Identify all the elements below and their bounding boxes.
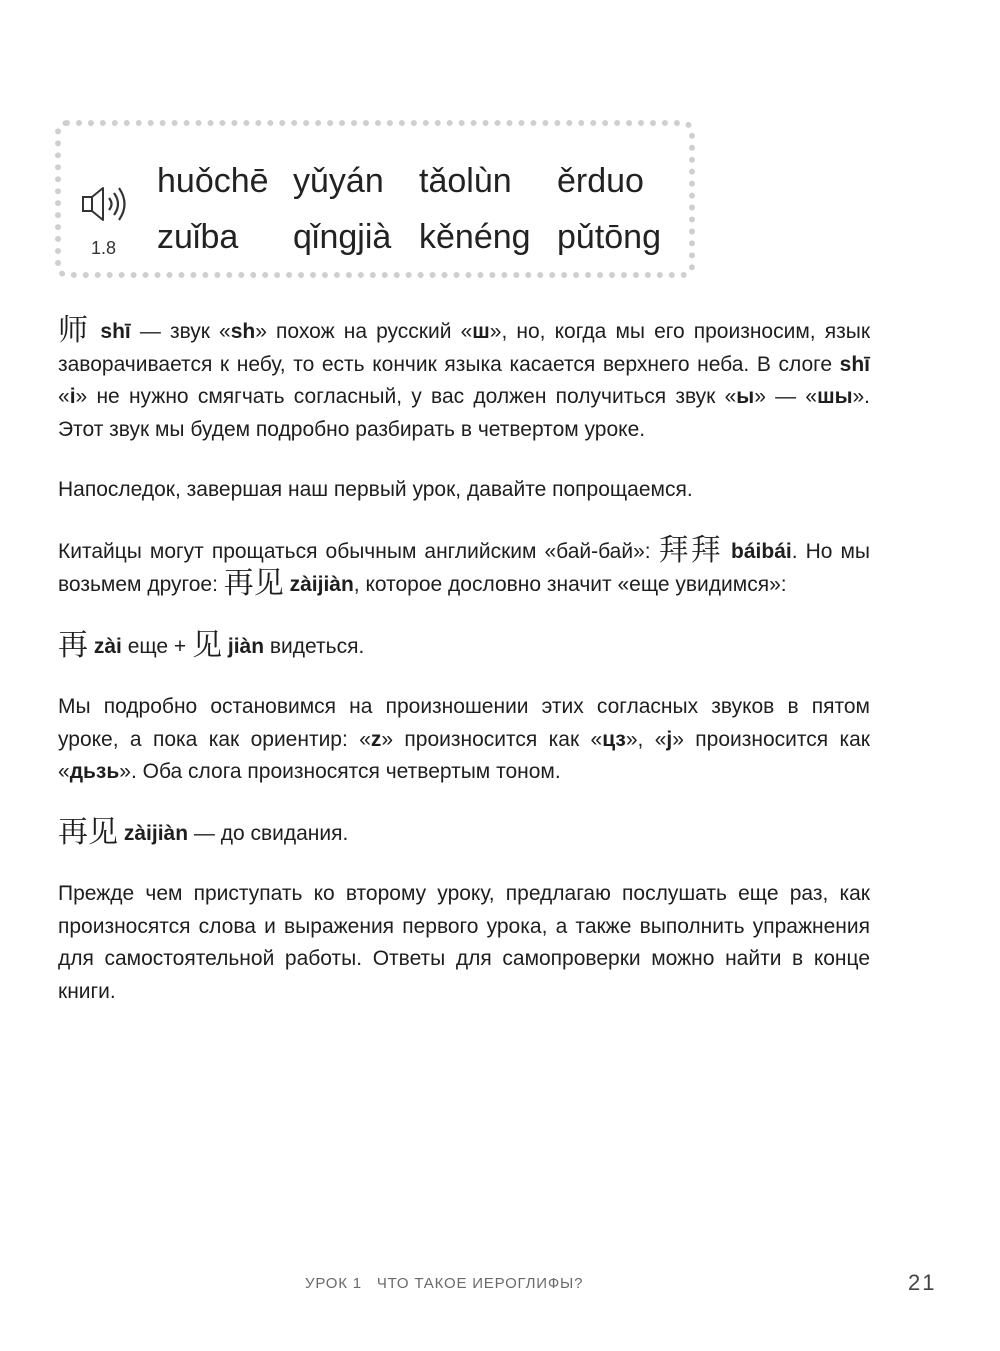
hanzi: 见 [192, 627, 223, 663]
pinyin: shī [100, 320, 131, 343]
pinyin-word: pǔtōng [557, 218, 661, 256]
pinyin-word: tǎolùn [419, 162, 512, 200]
paragraph-zaijian: 再见 zàijiàn — до свидания. [58, 814, 349, 850]
pinyin-word: ěrduo [557, 162, 644, 200]
pinyin-word: huǒchē [157, 162, 269, 200]
pinyin-word: kěnéng [419, 218, 531, 256]
paragraph-shi: 师 shī — звук «sh» похож на русский «ш», но, когда мы его произносим, язык заворачивается к небу, то есть кончик языка касается верхнего неба. В слоге shī «i» не нужно смягчать согласный, у вас должен получиться звук «ы» — «шы». Этот звук мы будем подробно разбирать в четвертом уроке. [58, 313, 871, 441]
hanzi: 再见 [223, 566, 284, 601]
hanzi: 再 [58, 627, 88, 663]
paragraph-farewell: Напоследок, завершая наш первый урок, давайте попрощаемся. [58, 478, 693, 501]
paragraph-consonants: Мы подробно остановимся на произношении этих согласных звуков в пятом уроке, а пока как ориентир: «z» произносится как «цз», «j» произносится как «дьзь». Оба слога произносятся четвертым тоном. [58, 695, 870, 783]
page-footer [0, 1270, 1000, 1299]
speaker-icon[interactable] [81, 184, 133, 224]
pinyin-word: yǔyán [293, 162, 384, 200]
paragraph-goodbye: Китайцы могут прощаться обычным английским «бай-бай»: 拜拜 báibái. Но мы возьмем другое: 再见 zàijiàn, которое дословно значит «еще увидимся»: [58, 532, 870, 601]
pinyin-word: qǐngjià [293, 218, 392, 256]
running-footer: УРОК 1 ЧТО ТАКОЕ ИЕРОГЛИФЫ? [305, 1275, 584, 1292]
paragraph-next-lesson: Прежде чем приступать ко второму уроку, предлагаю послушать еще раз, как произносятся слова и выражения первого урока, а также выполнить упражнения для самостоятельной работы. Ответы для самопроверки можно найти в конце книги. [58, 882, 870, 1003]
main-text [58, 315, 870, 1036]
paragraph-zai-jian: 再 zài еще + 见 jiàn видеться. [58, 627, 365, 663]
page-number: 21 [908, 1270, 937, 1295]
hanzi: 师 [58, 313, 92, 348]
pinyin-word: zuǐba [157, 218, 239, 256]
hanzi: 再见 [58, 814, 118, 850]
track-number: 1.8 [91, 238, 117, 258]
audio-box [55, 120, 695, 278]
hanzi: 拜拜 [658, 532, 723, 568]
